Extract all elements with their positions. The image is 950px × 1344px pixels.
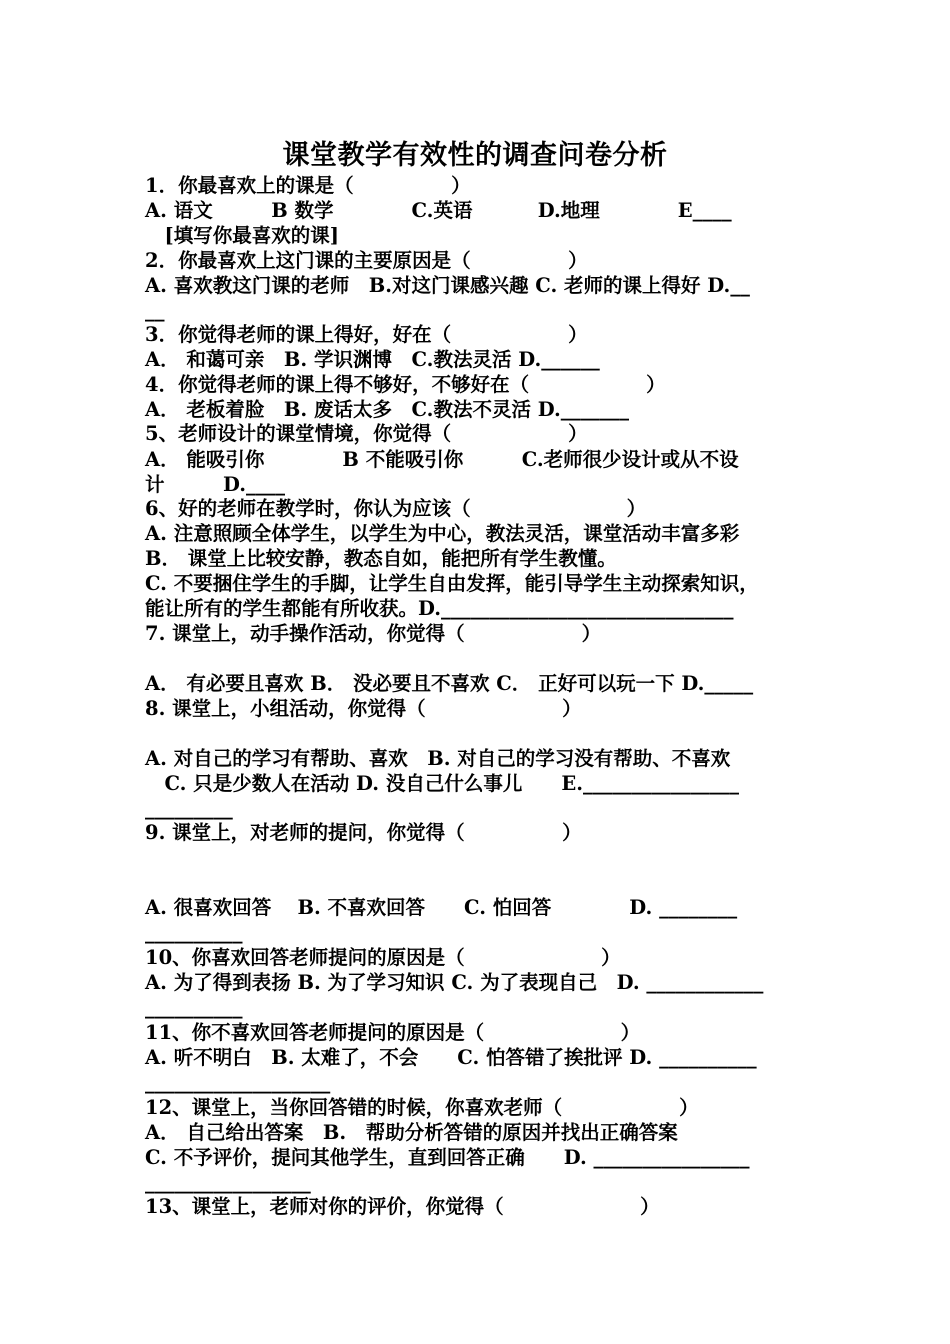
question-12-options-cont: C. 不予评价，提问其他学生，直到回答正确 D. ________________ — [145, 1146, 750, 1169]
question-6-option-a: A. 注意照顾全体学生，以学生为中心，教法灵活，课堂活动丰富多彩 — [145, 522, 740, 545]
question-4: 4．你觉得老师的课上得不够好，不够好在（ ） — [145, 373, 666, 396]
question-2: 2．你最喜欢上这门课的主要原因是（ ） — [145, 249, 588, 272]
question-10-blank-cont: __________ — [145, 996, 243, 1019]
question-8-options: A. 对自己的学习有帮助、喜欢 B. 对自己的学习没有帮助、不喜欢 — [145, 747, 731, 770]
question-11-options: A. 听不明白 B. 太难了，不会 C. 怕答错了挨批评 D. __________ — [145, 1046, 757, 1069]
question-10: 10、你喜欢回答老师提问的原因是（ ） — [145, 946, 621, 969]
question-8: 8. 课堂上，小组活动，你觉得（ ） — [145, 697, 582, 720]
question-3: 3．你觉得老师的课上得好，好在（ ） — [145, 323, 588, 346]
question-6-option-c-cont: 能让所有的学生都能有所收获。D.______________________________ — [145, 597, 734, 620]
question-4-options: A． 老板着脸 B. 废话太多 C.教法不灵活 D._______ — [145, 398, 629, 421]
question-10-options: A. 为了得到表扬 B. 为了学习知识 C. 为了表现自己 D. ____________ — [145, 971, 764, 994]
question-6-option-b: B． 课堂上比较安静，教态自如，能把所有学生教懂。 — [145, 547, 617, 570]
page-title: 课堂教学有效性的调查问卷分析 — [282, 140, 668, 171]
question-13: 13、课堂上，老师对你的评价，你觉得（ ） — [145, 1195, 660, 1218]
question-1: 1．你最喜欢上的课是（ ） — [145, 174, 471, 197]
question-9: 9. 课堂上，对老师的提问，你觉得（ ） — [145, 821, 582, 844]
question-5-options: A． 能吸引你 B 不能吸引你 C.老师很少设计或从不设 — [145, 448, 739, 471]
question-2-options: A. 喜欢教这门课的老师 B.对这门课感兴趣 C. 老师的课上得好 D.__ — [145, 274, 750, 297]
question-6-option-c: C. 不要捆住学生的手脚，让学生自由发挥，能引导学生主动探索知识， — [145, 572, 759, 595]
question-11-blank-cont: ___________________ — [145, 1071, 331, 1094]
question-8-blank-cont: _________ — [145, 797, 233, 820]
question-12-options: A． 自己给出答案 B. 帮助分析答错的原因并找出正确答案 — [145, 1121, 678, 1144]
question-1-note: [填写你最喜欢的课] — [145, 224, 339, 247]
question-1-options: A. 语文 B 数学 C.英语 D.地理 E____ — [145, 199, 732, 222]
question-12: 12、课堂上，当你回答错的时候，你喜欢老师（ ） — [145, 1096, 699, 1119]
question-7-options: A． 有必要且喜欢 B． 没必要且不喜欢 C． 正好可以玩一下 D._____ — [145, 672, 754, 695]
question-9-blank-cont: __________ — [145, 921, 243, 944]
question-3-options: A． 和蔼可亲 B. 学识渊博 C.教法灵活 D.______ — [145, 348, 600, 371]
question-6: 6、好的老师在教学时，你认为应该（ ） — [145, 497, 647, 520]
question-7: 7. 课堂上，动手操作活动，你觉得（ ） — [145, 622, 602, 645]
question-2-options-cont: __ — [145, 299, 165, 322]
question-5: 5、老师设计的课堂情境，你觉得（ ） — [145, 422, 588, 445]
question-11: 11、你不喜欢回答老师提问的原因是（ ） — [145, 1021, 641, 1044]
question-9-options: A. 很喜欢回答 B. 不喜欢回答 C. 怕回答 D. ________ — [145, 896, 738, 919]
question-5-options-cont: 计 D.____ — [145, 473, 286, 496]
question-8-options-cont: C. 只是少数人在活动 D. 没自己什么事儿 E.________________ — [145, 772, 739, 795]
question-12-blank-cont: _________________ — [145, 1171, 311, 1194]
